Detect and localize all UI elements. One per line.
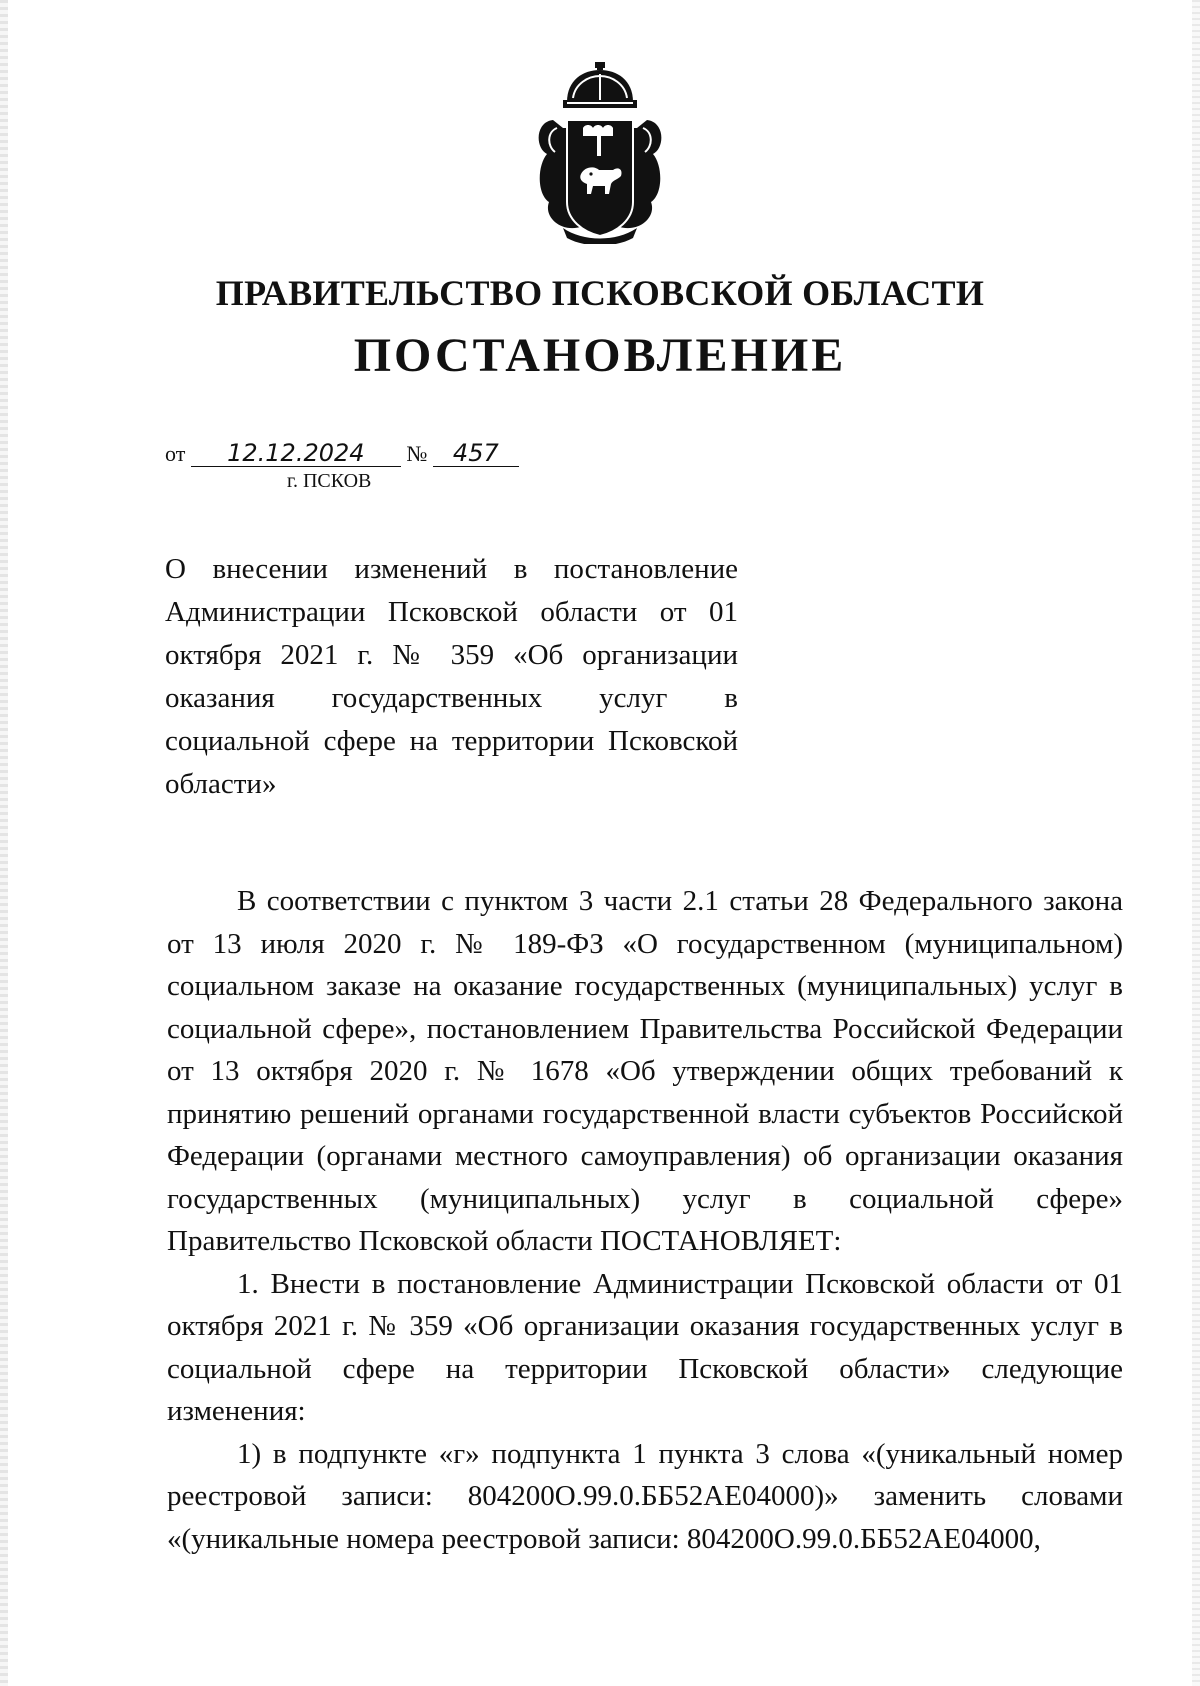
document-type: ПОСТАНОВЛЕНИЕ xyxy=(353,329,847,382)
number-prefix: № xyxy=(406,441,428,466)
document-date: 12.12.2024 xyxy=(191,440,401,467)
scan-edge-right xyxy=(1192,0,1200,1686)
body-paragraph: 1) в подпункте «г» подпункта 1 пункта 3 слова «(уникальный номер реестровой записи: 804200О.99.0.ББ52АЕ04000)» заменить словами «(уникальные номера реестровой записи: 804200О.99.0.ББ52АЕ04000, xyxy=(167,1437,1123,1555)
document-number: 457 xyxy=(433,440,519,467)
organization-title: ПРАВИТЕЛЬСТВО ПСКОВСКОЙ ОБЛАСТИ xyxy=(215,273,985,313)
document-subject xyxy=(165,548,738,806)
body-paragraph: В соответствии с пунктом 3 части 2.1 статьи 28 Федерального закона от 13 июля 2020 г. № 189-ФЗ «О государственном (муниципальном) социальном заказе на оказание государственных (муниципальных) услуг в социальной сфере», постановлением Правительства Российской Федерации от 13 октября 2020 г. № 1678 «Об утверждении общих требований к принятию решений органами государственной власти субъектов Российской Федерации (органами местного самоуправления) об организации оказания государственных (муниципальных) услуг в социальной сфере» Правительство Псковской области ПОСТАНОВЛЯЕТ: xyxy=(167,885,1123,1257)
date-number-line xyxy=(165,440,519,467)
scan-edge-left xyxy=(0,0,8,1686)
pskov-coat-of-arms-icon xyxy=(533,62,667,244)
document-body xyxy=(167,880,1123,1560)
date-prefix: от xyxy=(165,441,186,466)
city-label: г. ПСКОВ xyxy=(287,470,372,492)
body-paragraph: 1. Внести в постановление Администрации Псковской области от 01 октября 2021 г. № 359 «Об организации оказания государственных услуг в социальной сфере на территории Псковской области» следующие изменения: xyxy=(167,1267,1123,1427)
subject-text: О внесении изменений в постановление Администрации Псковской области от 01 октября 2021 г. № 359 «Об организации оказания государственных услуг в социальной сфере на территории Псковской области» xyxy=(165,553,738,800)
